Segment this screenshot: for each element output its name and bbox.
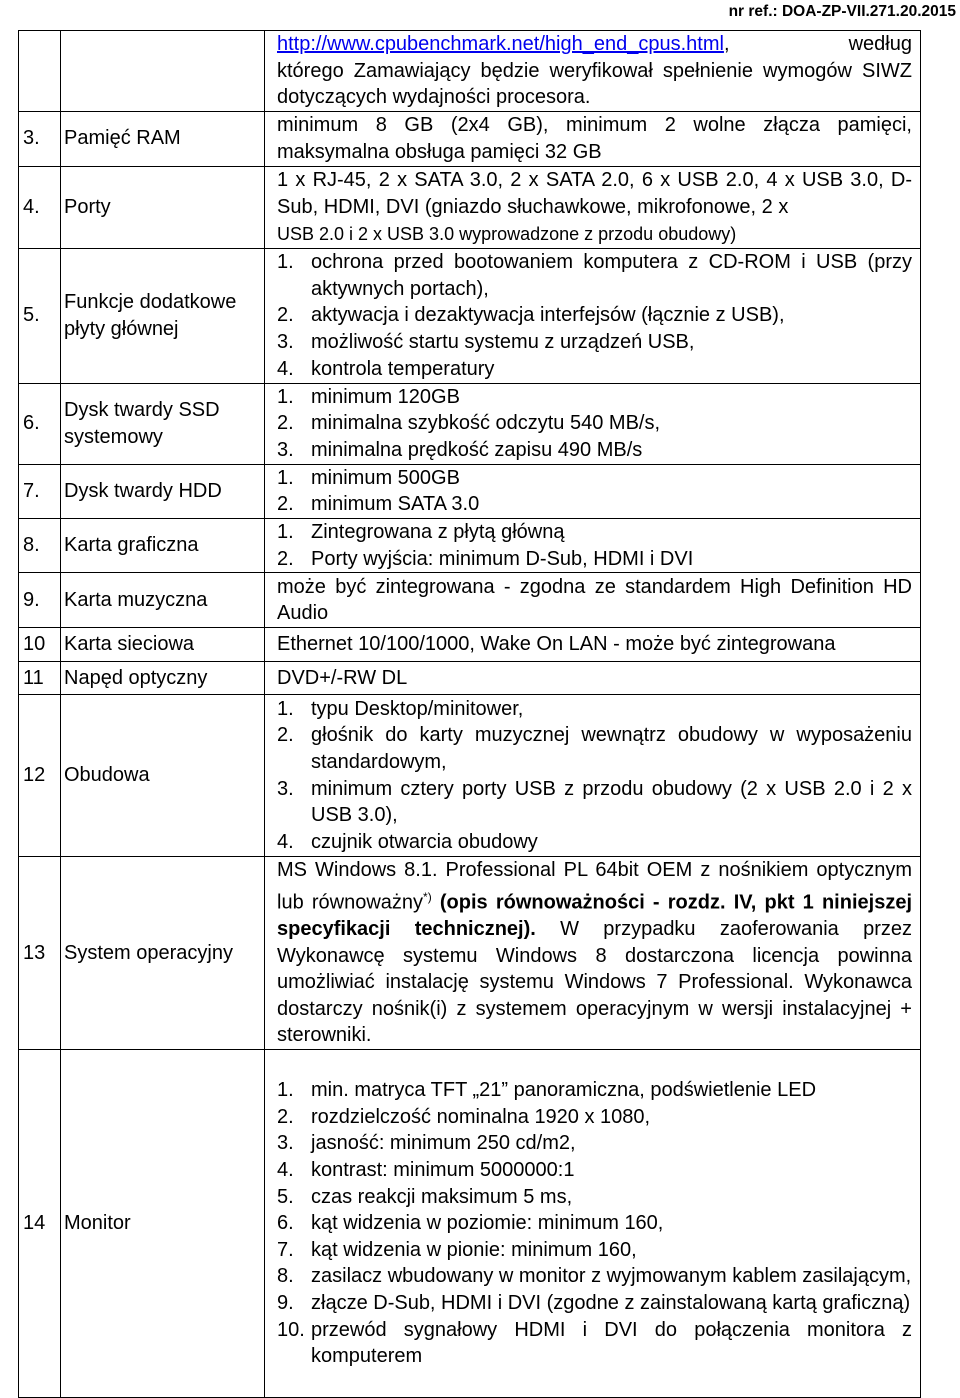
list-item-number: 4. — [277, 830, 294, 853]
list-item-number: 2. — [277, 724, 294, 747]
list-item — [277, 1210, 912, 1237]
list-item — [277, 437, 912, 464]
spec-list — [265, 248, 921, 383]
benchmark-link[interactable]: http://www.cpubenchmark.net/high_end_cpus.html — [277, 33, 724, 55]
row-label: Karta graficzna — [61, 518, 265, 572]
list-item — [277, 384, 912, 411]
row-number: 14 — [19, 1049, 61, 1397]
row-number: 11 — [19, 662, 61, 695]
list-item-number: 2. — [277, 493, 294, 516]
list-item-text: minimum cztery porty USB z przodu obudowy (2 x USB 2.0 i 2 x USB 3.0), — [311, 777, 912, 827]
list-item-text: minimum 120GB — [311, 385, 460, 408]
table-row-ports — [19, 166, 921, 248]
list-item-text: głośnik do karty muzycznej wewnątrz obudowy w wyposażeniu standardowym, — [311, 724, 912, 774]
spec-list — [265, 383, 921, 464]
row-label: Pamięć RAM — [61, 111, 265, 166]
list-item-text: kontrast: minimum 5000000:1 — [311, 1158, 575, 1181]
list-item-text: minimum SATA 3.0 — [311, 493, 480, 516]
list-item-text: kontrola temperatury — [311, 357, 495, 380]
list-item — [277, 1104, 912, 1131]
list-item-number: 10. — [277, 1318, 305, 1341]
list-item — [277, 1130, 912, 1157]
row-number: 3. — [19, 111, 61, 166]
row-label: Dysk twardy HDD — [61, 464, 265, 518]
spec-list — [265, 464, 921, 518]
list-item-text: ochrona przed bootowaniem komputera z CD-ROM i USB (przy aktywnych portach), — [311, 251, 912, 300]
row-number: 12 — [19, 695, 61, 857]
row-number: 7. — [19, 464, 61, 518]
list-item — [277, 1317, 912, 1370]
list-item-number: 1. — [277, 697, 294, 720]
list-item-text: typu Desktop/minitower, — [311, 697, 524, 720]
list-item — [277, 1290, 912, 1317]
list-item-number: 9. — [277, 1291, 294, 1314]
list-item — [277, 546, 912, 573]
list-item — [277, 465, 912, 492]
table-row-hdd — [19, 464, 921, 518]
list-item — [277, 1077, 912, 1104]
row-label: Obudowa — [61, 695, 265, 857]
list-item-number: 2. — [277, 304, 294, 327]
table-row-os — [19, 857, 921, 1050]
list-item — [277, 410, 912, 437]
row-label: Karta sieciowa — [61, 628, 265, 662]
reference-number: nr ref.: DOA-ZP-VII.271.20.2015 — [728, 3, 956, 20]
table-row-optical-drive — [19, 662, 921, 695]
table-row-monitor — [19, 1049, 921, 1397]
list-item-text: czas reakcji maksimum 5 ms, — [311, 1185, 573, 1208]
table-row-network — [19, 628, 921, 662]
table-row-ram — [19, 111, 921, 166]
list-item-number: 1. — [277, 466, 294, 489]
row-label: Monitor — [61, 1049, 265, 1397]
list-item-number: 3. — [277, 1132, 294, 1155]
row-label: Dysk twardy SSD systemowy — [61, 383, 265, 464]
row-number: 6. — [19, 383, 61, 464]
row-number: 10 — [19, 628, 61, 662]
list-item-number: 6. — [277, 1212, 294, 1235]
row-number: 4. — [19, 166, 61, 248]
row-label: Porty — [61, 166, 265, 248]
list-item-text: możliwość startu systemu z urządzeń USB, — [311, 331, 695, 354]
list-item — [277, 829, 912, 856]
table-row-sound — [19, 573, 921, 628]
spec-value: może być zintegrowana - zgodna ze standardem High Definition HD Audio — [265, 573, 921, 628]
row-number: 5. — [19, 248, 61, 383]
list-item — [277, 329, 912, 356]
list-item-text: kąt widzenia w poziomie: minimum 160, — [311, 1212, 664, 1235]
list-item-text: minimalna szybkość odczytu 540 MB/s, — [311, 412, 661, 435]
table-row-case — [19, 695, 921, 857]
list-item — [277, 722, 912, 775]
list-item-number: 8. — [277, 1265, 294, 1288]
spec-value: Ethernet 10/100/1000, Wake On LAN - może być zintegrowana — [265, 628, 921, 662]
spec-value: MS Windows 8.1. Professional PL 64bit OEM z nośnikiem optycznym lub równoważny*) (opis równoważności - rozdz. IV, pkt 1 niniejszej specyfikacji technicznej). W przypadku zaoferowania przez Wykonawcę systemu Windows 8 dostarczona licencja powinna umożliwiać instalację systemu Windows 7 Professional. Wykonawca dostarczy nośnik(i) z systemem operacyjnym w wersji instalacyjnej + sterowniki. — [265, 857, 921, 1050]
list-item-number: 3. — [277, 777, 294, 800]
list-item-text: Zintegrowana z płytą główną — [311, 520, 565, 543]
list-item-number: 2. — [277, 1105, 294, 1128]
list-item-number: 2. — [277, 412, 294, 435]
list-item-text: minimalna prędkość zapisu 490 MB/s — [311, 439, 643, 462]
list-item-text: minimum 500GB — [311, 466, 460, 489]
table-row-cpu-benchmark — [19, 31, 921, 112]
spec-list — [265, 695, 921, 857]
list-item-text: rozdzielczość nominalna 1920 x 1080, — [311, 1105, 651, 1128]
list-item-number: 3. — [277, 331, 294, 354]
row-label: Funkcje dodatkowe płyty głównej — [61, 248, 265, 383]
row-label: Napęd optyczny — [61, 662, 265, 695]
list-item-number: 1. — [277, 385, 294, 408]
list-item — [277, 1157, 912, 1184]
list-item-text: aktywacja i dezaktywacja interfejsów (łącznie z USB), — [311, 304, 785, 327]
list-item — [277, 696, 912, 723]
list-item — [277, 519, 912, 546]
spec-list — [265, 1049, 921, 1397]
list-item-number: 1. — [277, 1079, 294, 1102]
row-number: 9. — [19, 573, 61, 628]
spec-list — [265, 518, 921, 572]
list-item — [277, 1184, 912, 1211]
list-item-number: 1. — [277, 251, 294, 274]
spec-table — [18, 30, 921, 1398]
list-item — [277, 302, 912, 329]
list-item-text: czujnik otwarcia obudowy — [311, 830, 538, 853]
list-item-text: złącze D-Sub, HDMI i DVI (zgodne z zainstalowaną kartą graficzną) — [311, 1291, 911, 1314]
list-item-text: przewód sygnałowy HDMI i DVI do połączenia monitora z komputerem — [311, 1318, 912, 1368]
list-item-text: min. matryca TFT „21” panoramiczna, podświetlenie LED — [311, 1079, 817, 1102]
list-item-text: Porty wyjścia: minimum D-Sub, HDMI i DVI — [311, 547, 694, 570]
list-item-number: 1. — [277, 520, 294, 543]
list-item-text: zasilacz wbudowany w monitor z wyjmowanym kablem zasilającym, — [311, 1265, 912, 1288]
row-label: Karta muzyczna — [61, 573, 265, 628]
table-row-ssd — [19, 383, 921, 464]
list-item-number: 7. — [277, 1238, 294, 1261]
spec-value: minimum 8 GB (2x4 GB), minimum 2 wolne złącza pamięci, maksymalna obsługa pamięci 32 GB — [265, 111, 921, 166]
list-item — [277, 1237, 912, 1264]
list-item — [277, 249, 912, 302]
table-row-graphics — [19, 518, 921, 572]
table-row-motherboard — [19, 248, 921, 383]
row-label: System operacyjny — [61, 857, 265, 1050]
list-item-text: jasność: minimum 250 cd/m2, — [311, 1132, 576, 1155]
row-number: 13 — [19, 857, 61, 1050]
list-item — [277, 1263, 912, 1290]
list-item-number: 4. — [277, 357, 294, 380]
spec-value: 1 x RJ-45, 2 x SATA 3.0, 2 x SATA 2.0, 6 x USB 2.0, 4 x USB 3.0, D-Sub, HDMI, DVI (gniazdo słuchawkowe, mikrofonowe, 2 x USB 2.0 i 2 x USB 3.0 wyprowadzone z przodu obudowy) — [265, 166, 921, 248]
list-item-number: 4. — [277, 1158, 294, 1181]
list-item-text: kąt widzenia w pionie: minimum 160, — [311, 1238, 637, 1261]
list-item — [277, 776, 912, 829]
spec-value: http://www.cpubenchmark.net/high_end_cpus.html, według którego Zamawiający będzie weryfikował spełnienie wymogów SIWZ dotyczących wydajności procesora. — [265, 31, 921, 112]
list-item — [277, 356, 912, 383]
list-item-number: 5. — [277, 1185, 294, 1208]
list-item-number: 3. — [277, 439, 294, 462]
row-number: 8. — [19, 518, 61, 572]
spec-value: DVD+/-RW DL — [265, 662, 921, 695]
list-item-number: 2. — [277, 547, 294, 570]
list-item — [277, 491, 912, 518]
